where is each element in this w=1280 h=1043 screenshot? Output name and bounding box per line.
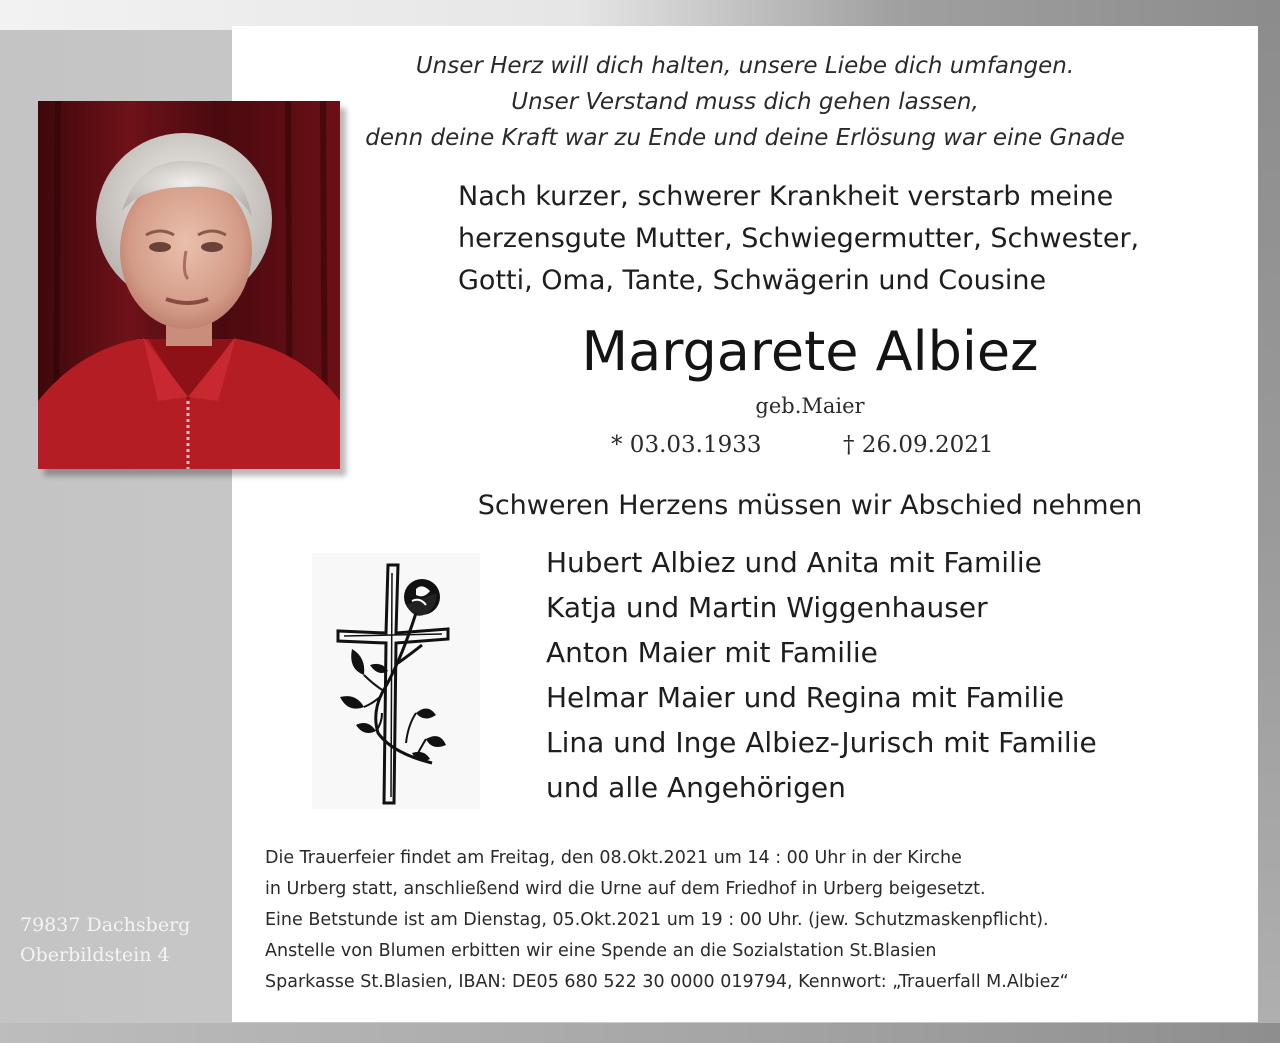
- death-announcement-intro: [458, 176, 1238, 302]
- frame-bottom-border: [0, 1023, 1280, 1043]
- mourner-line: Hubert Albiez und Anita mit Familie: [546, 546, 1042, 579]
- cross-graphic: [312, 553, 480, 809]
- family-address: [20, 910, 230, 970]
- birth-name: geb.Maier: [755, 394, 865, 418]
- funeral-notice: [265, 843, 1250, 998]
- mourner-line: Lina und Inge Albiez-Jurisch mit Familie: [546, 726, 1097, 759]
- portrait-illustration: [38, 101, 340, 469]
- deceased-name: Margarete Albiez: [581, 320, 1039, 383]
- notice-line: in Urberg statt, anschließend wird die Urne auf dem Friedhof in Urberg beigesetzt.: [265, 879, 986, 899]
- death-date: † 26.09.2021: [843, 432, 994, 458]
- cross-with-rose-icon: [312, 553, 480, 809]
- address-line: Oberbildstein 4: [20, 944, 170, 966]
- portrait-photo: [38, 101, 340, 469]
- mourner-line: und alle Angehörigen: [546, 771, 846, 804]
- birth-date: * 03.03.1933: [611, 432, 762, 458]
- intro-line: Nach kurzer, schwerer Krankheit verstarb meine: [458, 181, 1114, 212]
- intro-line: herzensgute Mutter, Schwiegermutter, Schwester,: [458, 223, 1140, 254]
- frame-right-border: [1258, 0, 1280, 1043]
- mourners-list: [546, 540, 1246, 810]
- mourner-line: Anton Maier mit Familie: [546, 636, 878, 669]
- notice-line: Die Trauerfeier findet am Freitag, den 08.Okt.2021 um 14 : 00 Uhr in der Kirche: [265, 848, 962, 868]
- notice-line: Eine Betstunde ist am Dienstag, 05.Okt.2021 um 19 : 00 Uhr. (jew. Schutzmaskenpflicht).: [265, 910, 1049, 930]
- notice-line: Anstelle von Blumen erbitten wir eine Spende an die Sozialstation St.Blasien: [265, 941, 937, 961]
- poem-line: Unser Herz will dich halten, unsere Liebe dich umfangen.: [415, 53, 1075, 79]
- mourner-line: Helmar Maier und Regina mit Familie: [546, 681, 1065, 714]
- farewell-line: Schweren Herzens müssen wir Abschied nehmen: [477, 490, 1143, 521]
- poem-line: Unser Verstand muss dich gehen lassen,: [511, 89, 979, 115]
- address-line: 79837 Dachsberg: [20, 914, 191, 936]
- poem-verse: [232, 48, 1258, 156]
- notice-line: Sparkasse St.Blasien, IBAN: DE05 680 522 30 0000 019794, Kennwort: „Trauerfall M.Albiez“: [265, 972, 1069, 992]
- poem-line: denn deine Kraft war zu Ende und deine Erlösung war eine Gnade: [365, 125, 1125, 151]
- mourner-line: Katja und Martin Wiggenhauser: [546, 591, 988, 624]
- intro-line: Gotti, Oma, Tante, Schwägerin und Cousine: [458, 265, 1047, 296]
